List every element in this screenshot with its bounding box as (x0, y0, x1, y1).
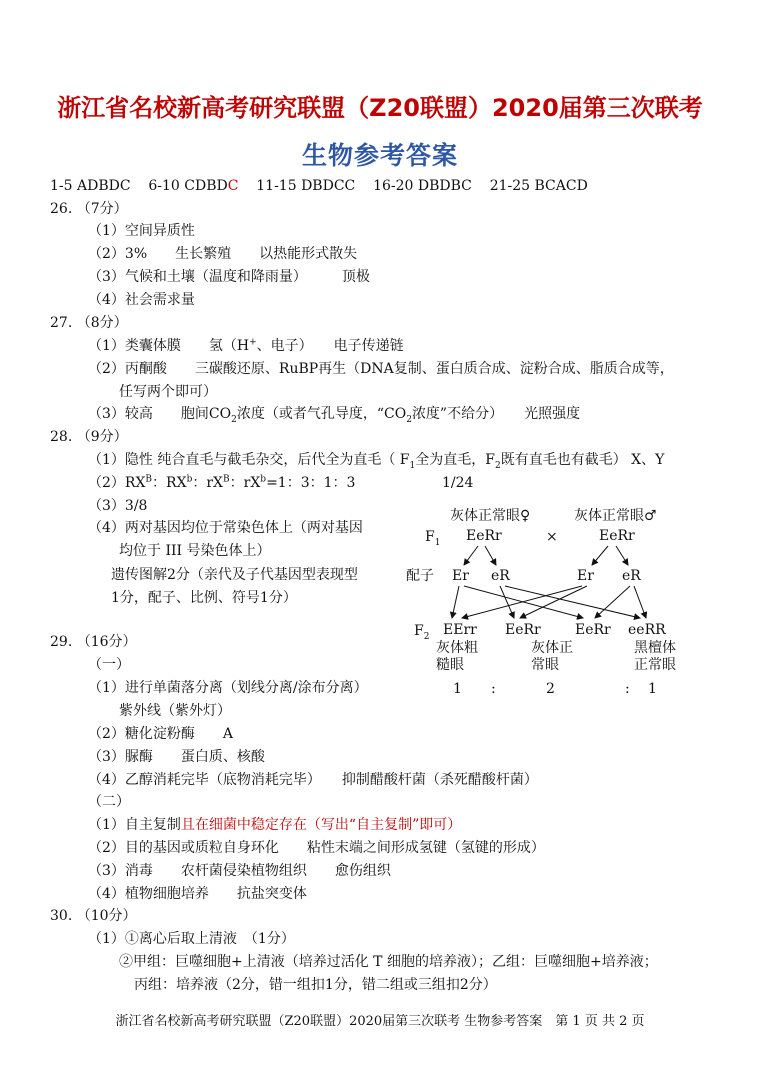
q29-part1-answer-4: （4）乙醇消耗完毕（底物消耗完毕） 抑制醋酸杆菌（杀死醋酸杆菌） (88, 772, 538, 788)
arrow-male-to-er2 (616, 546, 628, 565)
q29-section-1: （一） (88, 657, 130, 673)
q27-answer-2: （2）丙酮酸 三碳酸还原、RuBP再生（DNA复制、蛋白质合成、淀粉合成、脂质合成等， (88, 361, 674, 377)
q30-answer-1-groups-cont: 丙组：培养液（2分，错一组扣1分，错二组或三组扣2分） (134, 977, 497, 993)
q30-head: 30. （10分） (50, 908, 137, 924)
q26-answer-4: （4）社会需求量 (88, 292, 195, 308)
arrow-g4-o4 (634, 586, 646, 618)
arrow-female-to-er (464, 546, 478, 565)
q28-answer-2: $(2)RX^B$：$RX^b$：$rX^B$：$rX^b=1$：3：1：3 (88, 474, 356, 491)
q26-answer-1: （1）空间异质性 (88, 223, 195, 239)
page-title: 浙江省名校新高考研究联盟（Z20联盟）2020届第三次联考 (57, 94, 703, 122)
offspring-phenotype-2b: 常眼 (531, 657, 559, 673)
q27-answer-2-cont: 任写两个即可） (119, 384, 217, 400)
ratio-colon-2: : (625, 681, 630, 697)
q29-section-2: （二） (88, 794, 130, 810)
choice-21-25: 21-25 BCACD (489, 178, 588, 194)
offspring-genotype-3: EeRr (575, 622, 611, 638)
gamete-male-2: eR (622, 568, 641, 584)
gamete-male-1: Er (577, 568, 594, 584)
q28-answer-3: （3）3/8 (88, 498, 148, 514)
arrow-female-to-er2 (485, 546, 496, 565)
q28-answer-4-scoring-cont: 1分，配子、比例、符号1分） (111, 590, 297, 606)
offspring-phenotype-3a: 黑檀体 (634, 640, 676, 656)
q28-answer-4: （4）两对基因均位于常染色体上（两对基因 (88, 520, 363, 536)
q29-part2-answer-1: （1）自主复制且在细菌中稳定存在（写出“自主复制”即可） (88, 817, 462, 833)
choice-11-15: 11-15 DBDCC (256, 178, 356, 194)
offspring-phenotype-1b: 糙眼 (436, 657, 464, 673)
arrow-g1-o1 (452, 586, 459, 618)
q29-head: 29. （16分） (50, 634, 137, 650)
q28-answer-4-scoring: 遗传图解2分（亲代及子代基因型表现型 (111, 567, 358, 583)
parent-male-genotype: EeRr (599, 528, 635, 544)
q28-answer-4-cont: 均位于 III 号染色体上） (119, 543, 271, 559)
q26-answer-2: （2）3% 生长繁殖 以热能形式散失 (88, 246, 358, 262)
arrow-g4-o3 (595, 586, 630, 618)
page-subtitle: 生物参考答案 (301, 141, 458, 170)
f1-label: $F_1$ (425, 529, 441, 548)
q30-answer-1-groups: ②甲组：巨噬细胞+上清液（培养过活化 T 细胞的培养液）；乙组：巨噬细胞+培养液； (119, 954, 658, 970)
q26-answer-3: （3）气候和土壤（温度和降雨量） 顶极 (88, 269, 370, 285)
parent-female-phenotype: 灰体正常眼♀ (450, 508, 531, 524)
gamete-female-2: eR (491, 568, 510, 584)
q29-part2-answer-4: （4）植物细胞培养 抗盐突变体 (88, 886, 307, 902)
offspring-genotype-1: EErr (443, 622, 477, 638)
choice-16-20: 16-20 DBDBC (373, 178, 472, 194)
arrow-g2-o2 (500, 586, 514, 618)
q29-part2-answer-3: （3）消毒 农杆菌侵染植物组织 愈伤组织 (88, 863, 391, 879)
ratio-3: 1 (648, 681, 657, 697)
choice-1-5: 1-5 ADBDC (50, 178, 131, 194)
f2-label: $F_2$ (414, 623, 430, 642)
offspring-phenotype-2a: 灰体正 (531, 640, 573, 656)
q27-head: 27. （8分） (50, 315, 128, 331)
q28-answer-2-probability: 1/24 (442, 475, 474, 491)
arrow-male-to-er (592, 546, 608, 565)
q29-part1-answer-1: （1）进行单菌落分离（划线分离/涂布分离） (88, 680, 368, 696)
gamete-female-1: Er (452, 568, 469, 584)
q30-answer-1: （1）①离心后取上清液 （1分） (88, 931, 295, 947)
q26-head: 26. （7分） (50, 201, 128, 217)
q29-part1-answer-3: （3）脲酶 蛋白质、核酸 (88, 749, 265, 765)
page-footer: 浙江省名校新高考研究联盟（Z20联盟）2020届第三次联考 生物参考答案 第 1 页 共 2 页 (115, 1014, 645, 1029)
cross-symbol: × (546, 529, 558, 545)
ratio-2: 2 (546, 681, 555, 697)
parent-female-genotype: EeRr (466, 528, 502, 544)
offspring-genotype-2: EeRr (505, 622, 541, 638)
q29-part1-answer-2: （2）糖化淀粉酶 A (88, 726, 234, 742)
gamete-label: 配子 (406, 568, 434, 584)
ratio-1: 1 (453, 681, 462, 697)
parent-male-phenotype: 灰体正常眼♂ (574, 508, 657, 524)
ratio-colon-1: : (491, 681, 496, 697)
choice-6-10-corrected: C (227, 178, 239, 194)
q28-head: 28. （9分） (50, 429, 128, 445)
q28-answer-1: （1）隐性 纯合直毛与截毛杂交，后代全为直毛（ $F_1$全为直毛，$F_2$既有直毛也有截毛） X、Y (88, 452, 665, 471)
q29-part1-answer-1-cont: 紫外线（紫外灯） (119, 703, 231, 719)
offspring-phenotype-3b: 正常眼 (634, 657, 676, 673)
q27-answer-3: （3）较高 胞间$CO_2$浓度（或者气孔导度，“$CO_2$浓度”不给分） 光照强度 (88, 406, 581, 425)
arrow-g3-o2 (520, 586, 587, 618)
offspring-phenotype-1a: 灰体粗 (436, 640, 478, 656)
q29-part2-answer-2: （2）目的基因或质粒自身环化 粘性末端之间形成氢键（氢键的形成） (88, 840, 545, 856)
q27-answer-1: （1）类囊体膜 氢（H+、电子） 电子传递链 (88, 337, 404, 354)
offspring-genotype-4: eeRR (628, 622, 666, 638)
choice-6-10: 6-10 CDBD (148, 178, 228, 194)
